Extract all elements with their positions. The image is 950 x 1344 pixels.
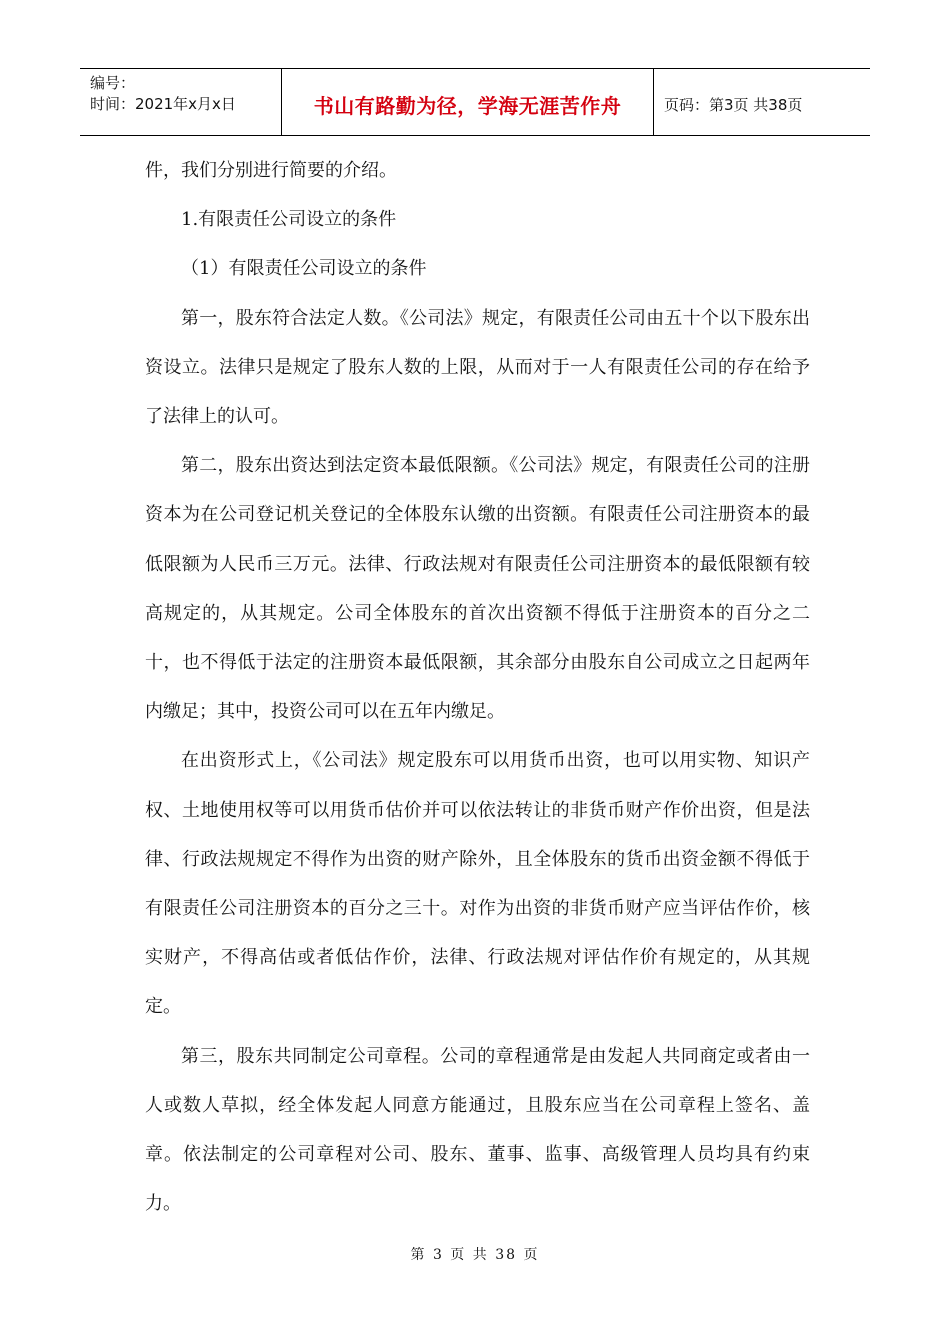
paragraph: 第三，股东共同制定公司章程。公司的章程通常是由发起人共同商定或者由一人或数人草拟，经全体发起人同意方能通过，且股东应当在公司章程上签名、盖章。依法制定的公司章程对公司、股东、董事、监事、高级管理人员均具有约束力。: [145, 1045, 810, 1215]
header-motto: 书山有路勤为径，学海无涯苦作舟: [282, 69, 654, 135]
document-number-label: 编号：: [90, 74, 136, 92]
document-date: 时间：2021年x月x日: [90, 95, 236, 113]
paragraph-continuation: 件，我们分别进行简要的介绍。: [145, 160, 397, 181]
paragraph: 第一，股东符合法定人数。《公司法》规定，有限责任公司由五十个以下股东出资设立。法律只是规定了股东人数的上限，从而对于一人有限责任公司的存在给予了法律上的认可。: [145, 307, 810, 428]
page-header: [80, 68, 870, 136]
header-meta: [80, 69, 282, 135]
document-body: [145, 146, 810, 1228]
paragraph: 第二，股东出资达到法定资本最低限额。《公司法》规定，有限责任公司的注册资本为在公司登记机关登记的全体股东认缴的出资额。有限责任公司注册资本的最低限额为人民币三万元。法律、行政法规对有限责任公司注册资本的最低限额有较高规定的，从其规定。公司全体股东的首次出资额不得低于注册资本的百分之二十，也不得低于法定的注册资本最低限额，其余部分由股东自公司成立之日起两年内缴足；其中，投资公司可以在五年内缴足。: [145, 455, 810, 723]
header-page-info: 页码：第3页 共38页: [664, 95, 803, 114]
page-footer: 第 3 页 共 38 页: [410, 1247, 540, 1263]
subsection-heading: （1）有限责任公司设立的条件: [181, 258, 427, 280]
section-heading: 1.有限责任公司设立的条件: [181, 209, 397, 231]
paragraph: 在出资形式上，《公司法》规定股东可以用货币出资，也可以用实物、知识产权、土地使用权等可以用货币估价并可以依法转让的非货币财产作价出资，但是法律、行政法规规定不得作为出资的财产除外，且全体股东的货币出资金额不得低于有限责任公司注册资本的百分之三十。对作为出资的非货币财产应当评估作价，核实财产，不得高估或者低估作价，法律、行政法规对评估作价有规定的，从其规定。: [145, 750, 810, 1018]
